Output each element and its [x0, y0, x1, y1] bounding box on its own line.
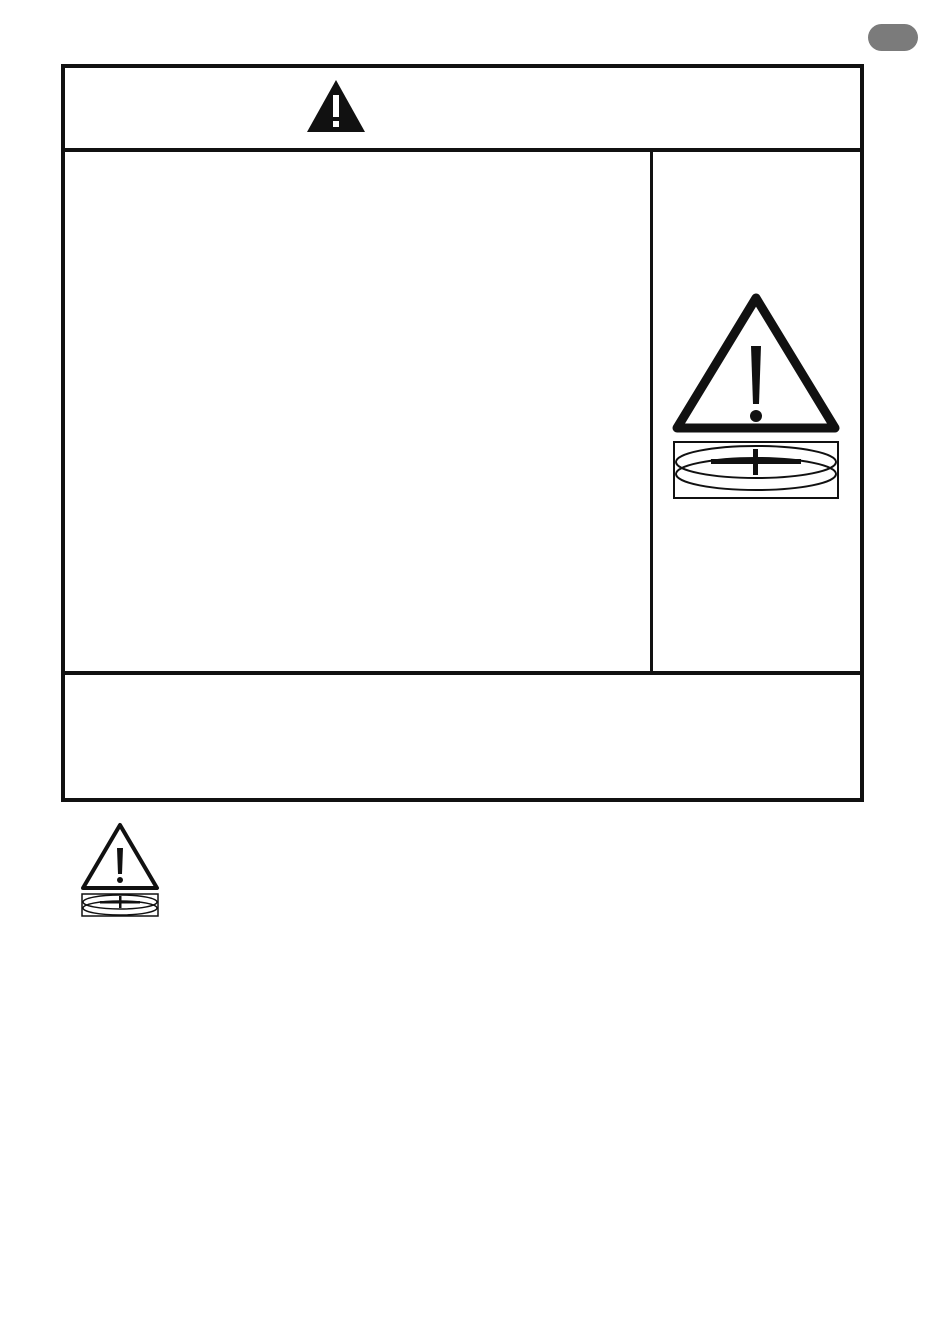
- warning-triangle-icon: [305, 78, 367, 134]
- warning-body: [65, 152, 860, 675]
- column-divider: [650, 152, 653, 671]
- left-column: [58, 950, 82, 961]
- warning-header: [65, 68, 860, 152]
- warning-box: [61, 64, 864, 802]
- coin-battery-logo-icon: [80, 822, 160, 918]
- page-tab-marker: [868, 24, 918, 51]
- coin-battery-warning-icon: [671, 292, 841, 502]
- right-column: [456, 820, 480, 831]
